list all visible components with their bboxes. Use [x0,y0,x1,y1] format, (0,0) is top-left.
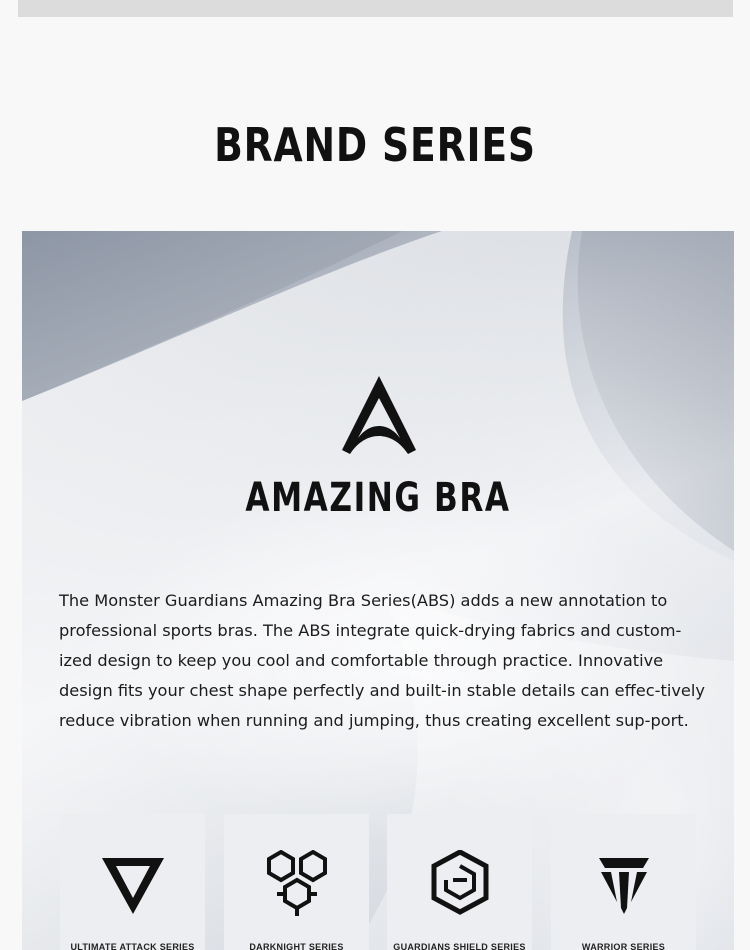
series-card-ultimate-attack[interactable] [60,814,205,950]
brand-hero-banner [22,231,734,950]
series-card-label: DARKNIGHT SERIES [249,942,344,950]
brand-name: AMAZING BRA [245,475,511,521]
section-title: BRAND SERIES [214,118,536,172]
trident-icon [591,850,657,916]
inverted-triangle-icon [100,850,166,916]
series-card-label: ULTIMATE ATTACK SERIES [70,942,195,950]
honeycomb-icon [264,850,330,916]
series-card-darknight[interactable] [224,814,369,950]
shield-hexagon-icon [427,850,493,916]
series-card-guardians-shield[interactable] [387,814,532,950]
top-bar [18,0,733,17]
amazing-bra-logo-icon [342,376,416,454]
brand-description: The Monster Guardians Amazing Bra Series(ABS) adds a new annotation to professional sports bras. The ABS integrate quick-drying fabrics and custom-ized design to keep you cool and comfortable through practice. Innovative design fits your chest shape perfectly and built-in stable details can effec-tively reduce vibration when running and jumping, thus creating excellent sup-port. [59,591,705,730]
series-cards [60,814,700,950]
series-card-label: GUARDIANS SHIELD SERIES [393,942,526,950]
series-card-warrior[interactable] [551,814,696,950]
series-card-label: WARRIOR SERIES [581,942,666,950]
